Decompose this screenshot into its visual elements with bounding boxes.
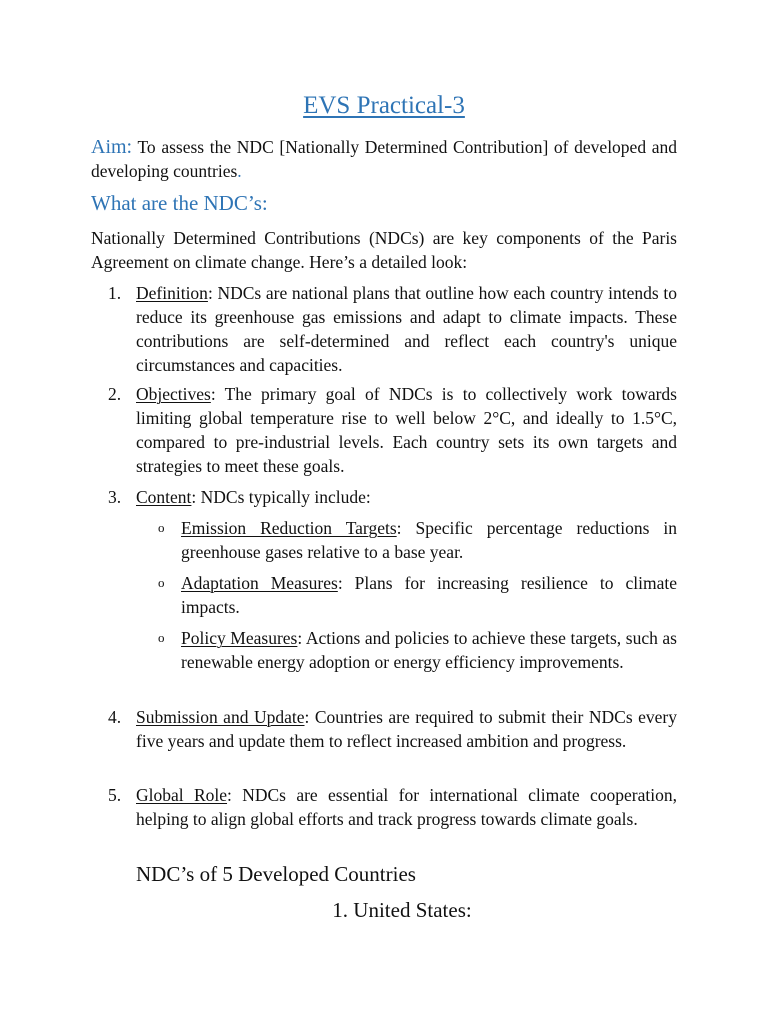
item-term: Definition (136, 283, 208, 303)
intro-paragraph: Nationally Determined Contributions (NDCs) are key components of the Paris Agreement on climate change. Here’s a detailed look: (91, 228, 677, 272)
list-item-objectives (136, 382, 677, 478)
country-heading (0, 898, 768, 923)
bullet-icon: o (158, 630, 165, 645)
sub-item-text: : Actions and policies to achieve these targets, such as renewable energy adoption or energy efficiency improvements. (181, 628, 677, 672)
sub-item-policy (181, 626, 677, 674)
item-text: : NDCs typically include: (191, 487, 371, 507)
developed-countries-heading: NDC’s of 5 Developed Countries (136, 862, 416, 886)
bullet-icon: o (158, 575, 165, 590)
sub-item-text: : Specific percentage reductions in greenhouse gases relative to a base year. (181, 518, 677, 562)
sub-item-term: Policy Measures (181, 628, 298, 648)
item-text: : NDCs are national plans that outline how each country intends to reduce its greenhouse gas emissions and adapt to climate impacts. These contributions are self-determined and reflect each country's unique circumstances and capacities. (136, 283, 677, 375)
list-item-submission (136, 705, 677, 753)
section-heading: What are the NDC’s: (91, 191, 268, 215)
aim-paragraph (91, 135, 677, 183)
aim-text: To assess the NDC [Nationally Determined Contribution] of developed and developing countries (91, 137, 677, 181)
item-number: 2. (108, 384, 122, 404)
sub-item-text: : Plans for increasing resilience to climate impacts. (181, 573, 677, 617)
aim-label: Aim: (91, 136, 133, 158)
item-text: : NDCs are essential for international climate cooperation, helping to align global efforts and track progress towards climate goals. (136, 785, 677, 829)
list-item-global-role (136, 783, 677, 831)
page-title: EVS Practical-3 (303, 92, 465, 119)
country-heading-text: 1. United States: (332, 898, 472, 922)
sub-item-emission-targets (181, 516, 677, 564)
item-term: Content (136, 487, 192, 507)
sub-item-term: Adaptation Measures (181, 573, 338, 593)
sub-item-adaptation (181, 571, 677, 619)
item-number: 3. (108, 487, 122, 507)
item-text: : Countries are required to submit their NDCs every five years and update them to reflect increased ambition and progress. (136, 707, 678, 751)
bullet-icon: o (158, 520, 165, 535)
list-item-definition (136, 281, 677, 377)
item-term: Submission and Update (136, 707, 305, 727)
sub-item-term: Emission Reduction Targets (181, 518, 397, 538)
item-number: 5. (108, 785, 122, 805)
list-item-content (136, 485, 677, 509)
aim-period: . (237, 161, 242, 181)
item-number: 4. (108, 707, 122, 727)
item-term: Global Role (136, 785, 228, 805)
item-text: : The primary goal of NDCs is to collectively work towards limiting global temperature rise to well below 2°C, and ideally to 1.5°C, compared to pre-industrial levels. Each country sets its own targets and strategies to meet these goals. (136, 384, 677, 476)
item-term: Objectives (136, 384, 211, 404)
item-number: 1. (108, 283, 122, 303)
